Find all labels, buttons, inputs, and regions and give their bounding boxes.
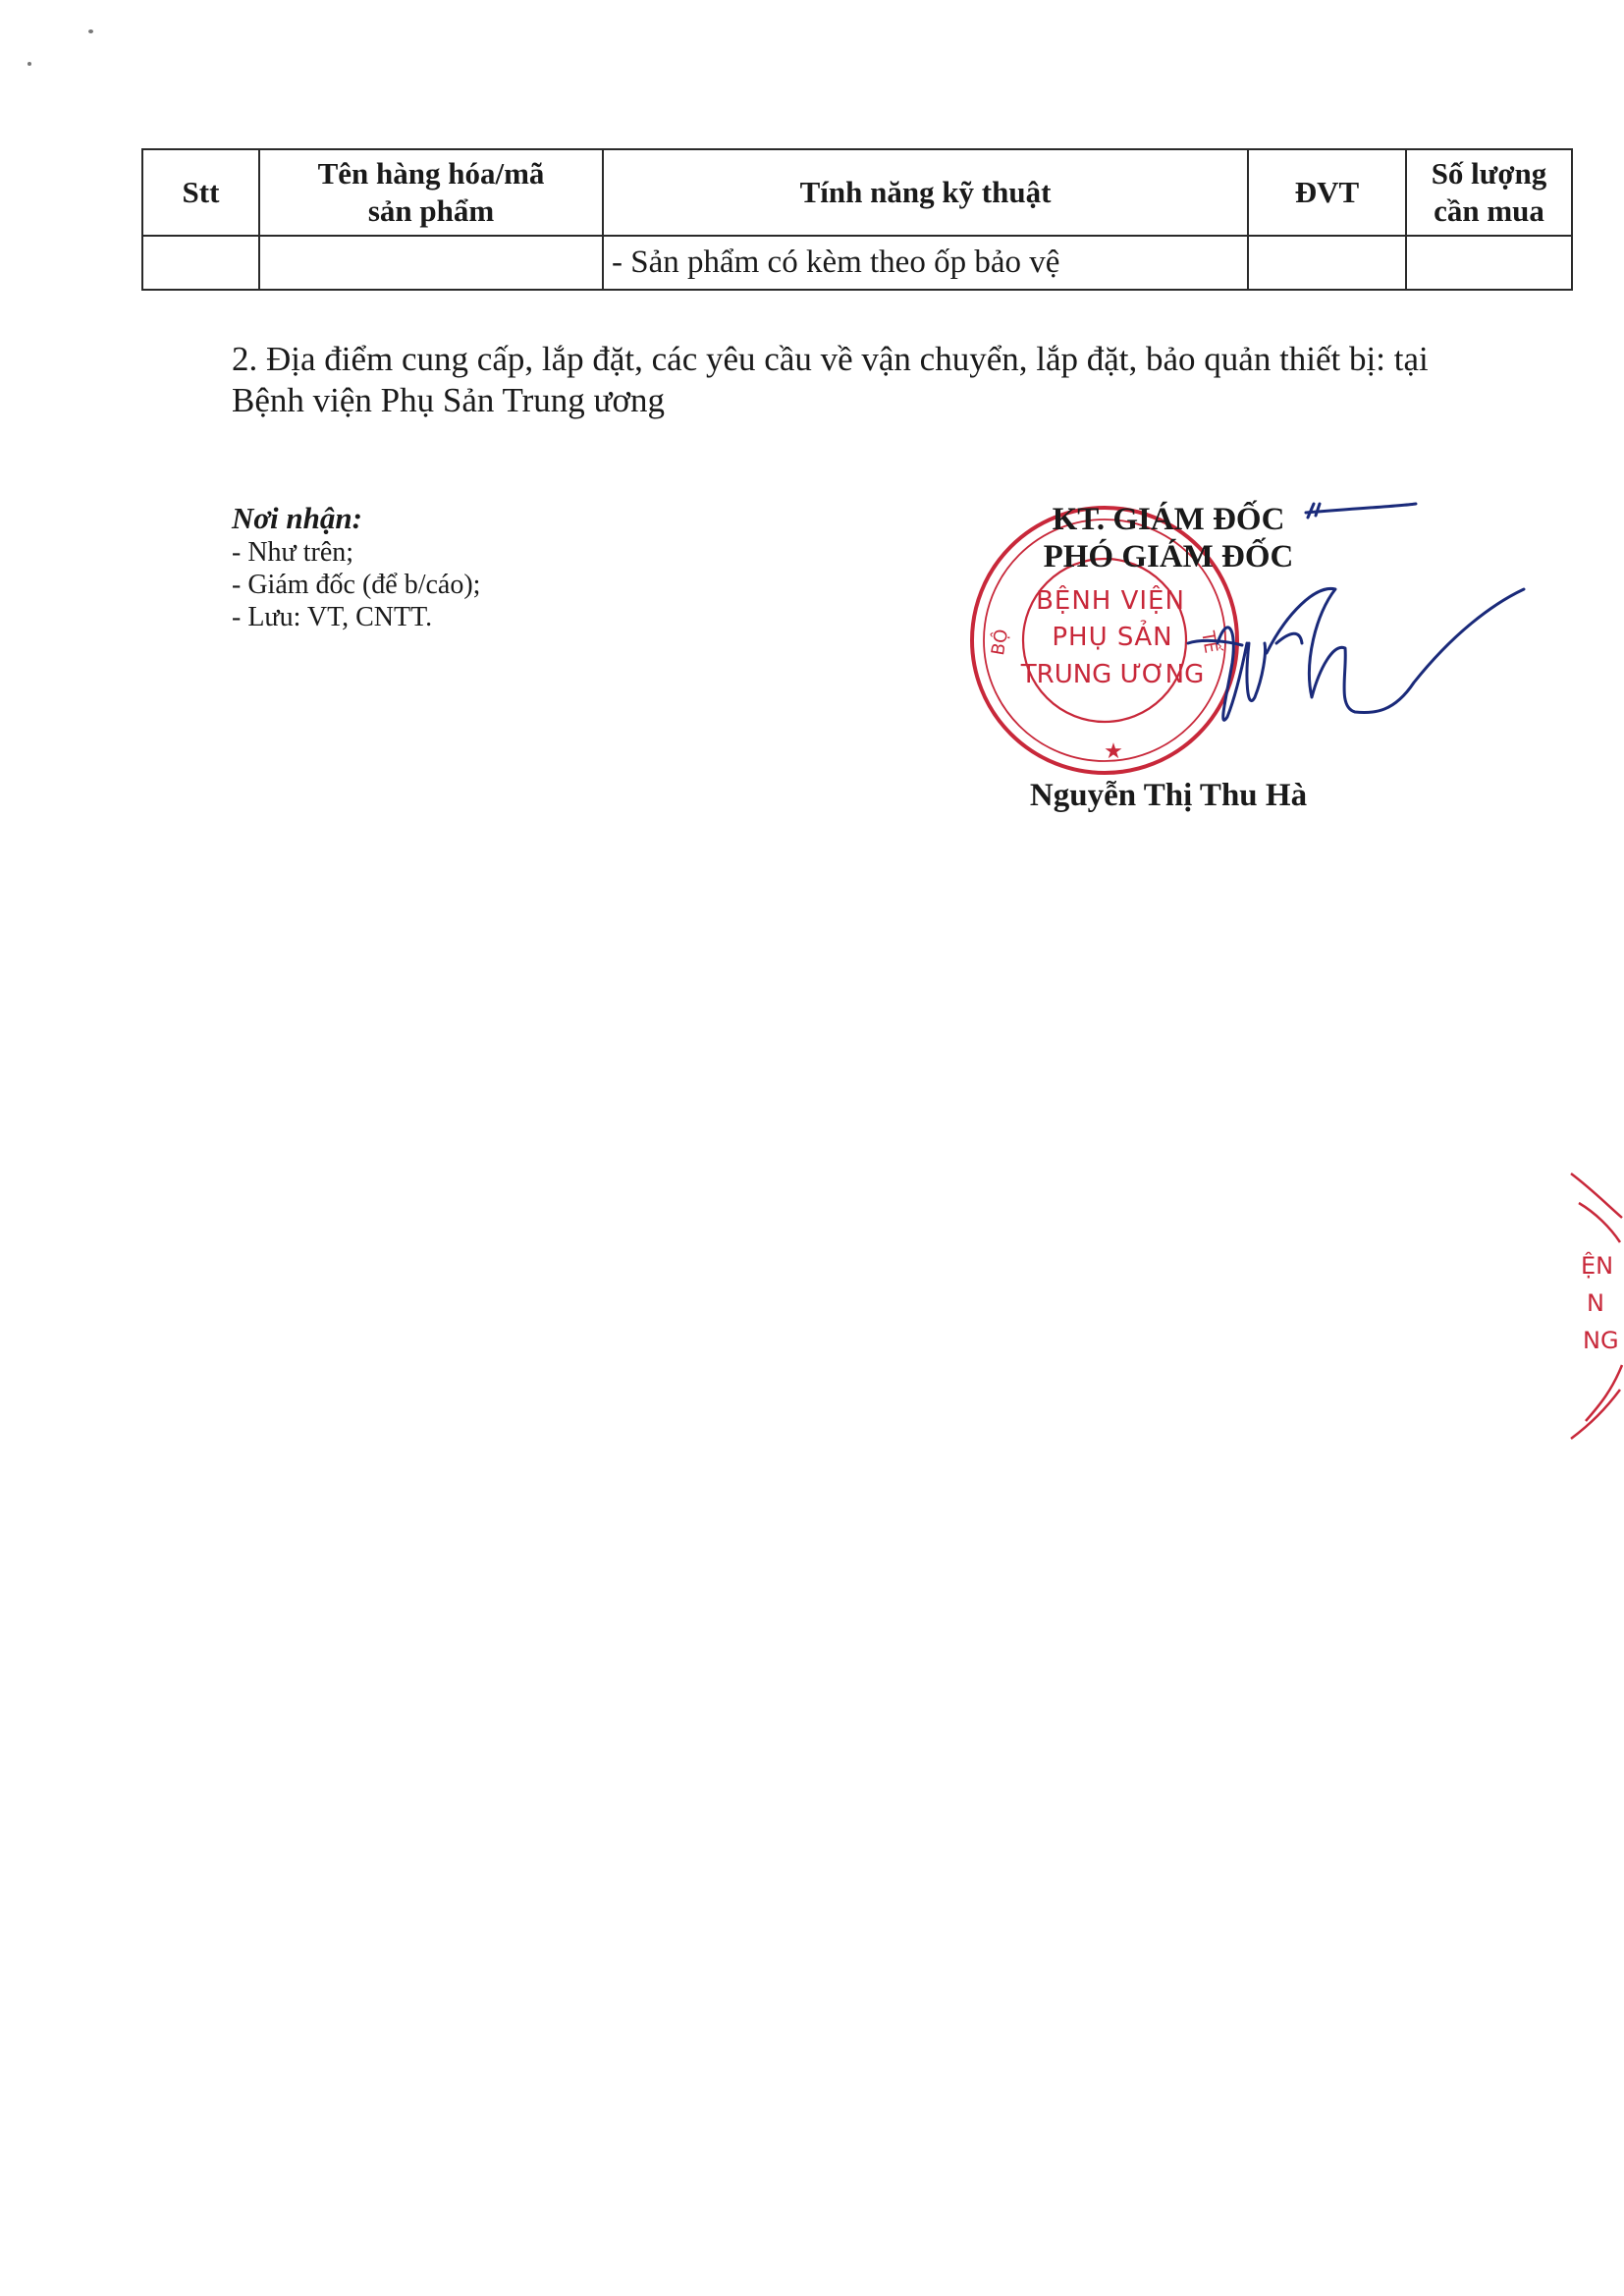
signature-title-1: KT. GIÁM ĐỐC bbox=[1052, 502, 1285, 537]
stamp-star: ★ bbox=[1104, 739, 1123, 764]
scan-speck bbox=[27, 62, 31, 66]
stamp-line3: TRUNG ƯƠNG bbox=[1020, 660, 1205, 689]
cell-qty bbox=[1406, 236, 1572, 290]
header-unit: ĐVT bbox=[1248, 149, 1406, 236]
table-header-row bbox=[142, 149, 1572, 236]
recipient-item: - Lưu: VT, CNTT. bbox=[232, 602, 433, 632]
spec-table bbox=[141, 148, 1573, 291]
recipient-item: - Giám đốc (để b/cáo); bbox=[232, 570, 481, 600]
header-features: Tính năng kỹ thuật bbox=[603, 149, 1248, 236]
header-qty-line2: cần mua bbox=[1434, 193, 1544, 228]
section-2-line1: 2. Địa điểm cung cấp, lắp đặt, các yêu cầu về vận chuyển, lắp đặt, bảo quản thiết bị: tại bbox=[232, 340, 1429, 378]
recipients-title: Nơi nhận: bbox=[232, 501, 362, 535]
edge-stamp-line2: N bbox=[1587, 1289, 1604, 1317]
recipients-block bbox=[232, 501, 480, 633]
section-2-line2: Bệnh viện Phụ Sản Trung ương bbox=[232, 381, 666, 419]
stamp-left-text: BỘ bbox=[987, 628, 1013, 657]
edge-stamp-fragment bbox=[1561, 1164, 1624, 1458]
stamp-line1: BỆNH VIỆN bbox=[1036, 586, 1185, 616]
header-product-line1: Tên hàng hóa/mã bbox=[317, 156, 545, 191]
stamp-right-text: TẾ bbox=[1197, 629, 1221, 655]
header-product bbox=[259, 149, 603, 236]
scan-speck bbox=[88, 29, 93, 33]
edge-stamp-line3: NG bbox=[1583, 1327, 1619, 1354]
header-stt: Stt bbox=[142, 149, 259, 236]
header-qty-line1: Số lượng bbox=[1431, 156, 1547, 191]
cell-unit bbox=[1248, 236, 1406, 290]
handwritten-signature bbox=[1080, 496, 1542, 741]
cell-product bbox=[259, 236, 603, 290]
edge-stamp-line1: ỆN bbox=[1581, 1252, 1614, 1280]
cell-features: - Sản phẩm có kèm theo ốp bảo vệ bbox=[603, 236, 1248, 290]
signer-name: Nguyễn Thị Thu Hà bbox=[1029, 778, 1308, 813]
section-2-paragraph bbox=[232, 339, 1508, 421]
recipient-item: - Như trên; bbox=[232, 537, 354, 568]
table-row bbox=[142, 236, 1572, 290]
stamp-line2: PHỤ SẢN bbox=[1052, 623, 1173, 652]
cell-stt bbox=[142, 236, 259, 290]
header-product-line2: sản phẩm bbox=[367, 193, 495, 228]
signature-title-2: PHÓ GIÁM ĐỐC bbox=[1043, 539, 1294, 574]
header-qty bbox=[1406, 149, 1572, 236]
